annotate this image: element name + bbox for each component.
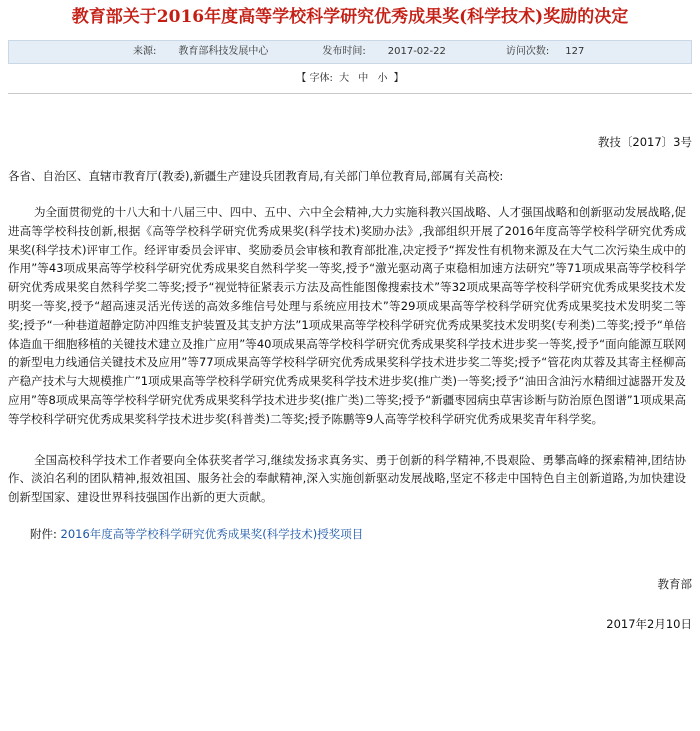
font-size-large-button[interactable]: 大 xyxy=(339,73,350,84)
publish-date-label: 发布时间: xyxy=(322,46,366,57)
document-number: 教技〔2017〕3号 xyxy=(597,135,692,149)
font-size-close-bracket: 】 xyxy=(393,73,404,84)
body-paragraph-2: 全国高校科学技术工作者要向全体获奖者学习,继续发扬求真务实、勇于创新的科学精神,不畏艰险、勇攀高峰的探索精神,团结协作、淡泊名利的团队精神,报效祖国、服务社会的奉献精神,深入实施创新驱动发展战略,坚定不移走中国特色自主创新道路,为加快建设创新型国家、建设世界科技强国作出新的更大贡献。 xyxy=(8,452,686,505)
publish-date-value: 2017-02-22 xyxy=(387,46,446,57)
font-size-open-bracket: 【 xyxy=(296,73,307,84)
attachment xyxy=(30,526,700,542)
article-meta-bar xyxy=(8,40,692,64)
body-paragraph-1: 为全面贯彻党的十八大和十八届三中、四中、五中、六中全会精神,大力实施科教兴国战略、人才强国战略和创新驱动发展战略,促进高等学校科技创新,根据《高等学校科学研究优秀成果奖(科学技术)奖励办法》,我部组织开展了2016年度高等学校科学研究优秀成果奖(科学技术)评审工作。经评审委员会评审、奖励委员会审核和教育部批准,决定授予“挥发性有机物来源及在大气二次污染生成中的作用”等43项成果高等学校科学研究优秀成果奖自然科学奖一等奖,授予“激光驱动离子束稳相加速方法研究”等71项成果高等学校科学研究优秀成果奖自然科学奖二等奖;授予“视觉特征紧表示方法及高性能图像搜索技术”等32项成果高等学校科学研究优秀成果奖技术发明奖一等奖,授予“超高速灵活光传送的高效多维信号处理与系统应用技术”等29项成果高等学校科学研究优秀成果奖技术发明奖二等奖;授予“一种巷道超静定防冲四维支护装置及其支护方法”1项成果高等学校科学研究优秀成果奖技术发明奖(专利类)二等奖;授予“单倍体造血干细胞移植的关键技术建立及推广应用”等40项成果高等学校科学研究优秀成果奖科学技术进步奖一等奖,授予“面向能源互联网的新型电力线通信关键技术及应用”等77项成果高等学校科学研究优秀成果奖科学技术进步奖二等奖;授予“管花肉苁蓉及其寄主柽柳高产稳产技术与大规模推广”1项成果高等学校科学研究优秀成果奖科学技术进步奖(推广类)一等奖;授予“油田含油污水精细过滤器开发及应用”等8项成果高等学校科学研究优秀成果奖科学技术进步奖(推广类)二等奖;授予“新疆枣园病虫草害诊断与防治原色图谱”1项成果高等学校科学研究优秀成果奖科学技术进步奖(科普类)二等奖;授予陈鹏等9人高等学校科学研究优秀成果奖青年科学奖。 xyxy=(8,205,686,426)
issuer-signature: 教育部 xyxy=(657,576,692,591)
addressee: 各省、自治区、直辖市教育厅(教委),新疆生产建设兵团教育局,有关部门单位教育局,部属有关高校: xyxy=(8,169,504,183)
font-size-medium-button[interactable]: 中 xyxy=(358,73,369,84)
issue-date: 2017年2月10日 xyxy=(606,616,692,631)
visit-count-label: 访问次数: xyxy=(505,46,550,57)
page-title: 教育部关于2016年度高等学校科学研究优秀成果奖(科学技术)奖励的决定 xyxy=(71,7,629,27)
font-size-selector xyxy=(0,71,700,87)
attachment-label: 附件: xyxy=(30,526,57,541)
font-size-small-button[interactable]: 小 xyxy=(377,73,388,84)
source-value: 教育部科技发展中心 xyxy=(178,46,269,57)
header-divider xyxy=(8,93,692,94)
font-size-label: 字体: xyxy=(309,73,333,84)
visit-count-value: 127 xyxy=(565,46,585,57)
source-label: 来源: xyxy=(133,46,157,57)
attachment-link[interactable]: 2016年度高等学校科学研究优秀成果奖(科学技术)授奖项目 xyxy=(60,526,364,541)
